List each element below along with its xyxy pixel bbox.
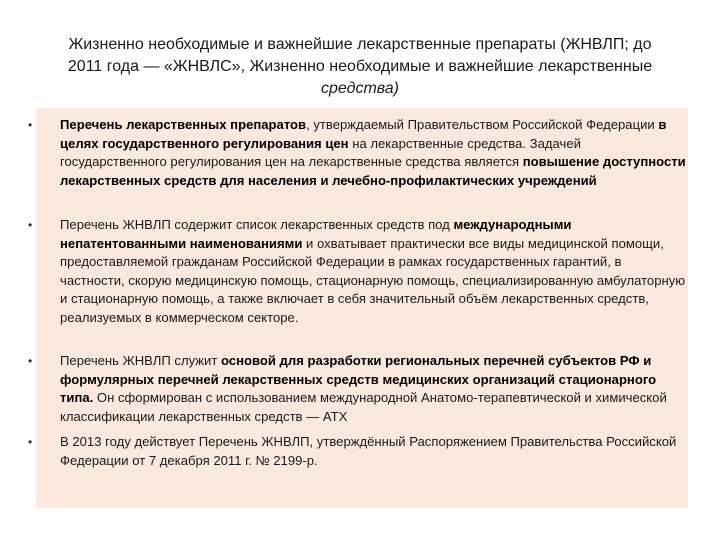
bullet-1-text-a: , утверждаемый Правительством Российской Федерации — [306, 117, 659, 132]
bullet-2-text-b: и охватывает практически все виды медицинской помощи, предоставляемой гражданам Российской Федерации в рамках государственных гарантий, в частности, скорую медицинскую помощь, стационарную помощь, специализированную амбулаторную и стационарную помощь, а также включает в себя значительный объём лекарственных средств, реализуемых в коммерческом секторе. — [60, 235, 686, 325]
bullet-1-text-b: на лекарственные средства. Задачей государственного регулирования цен на лекарственные средства является — [60, 135, 581, 170]
bullet-text-4 — [60, 433, 688, 470]
bullet-dot: • — [28, 118, 33, 132]
bullet-4-text-a: В 2013 году действует Перечень ЖНВЛП, утверждённый Распоряжением Правительства Российской Федерации от 7 декабря 2011 г. № 2199-р. — [60, 434, 677, 468]
content-panel — [28, 108, 688, 508]
bullet-text-3 — [60, 352, 688, 426]
bullet-text-2 — [60, 216, 688, 328]
bullet-1-bold-b: в целях государственного регулирования цен — [60, 117, 667, 151]
bullet-text-1 — [60, 116, 688, 190]
bullet-3-text-b: Он сформирован с использованием международной Анатомо-терапевтической и химической классификации лекарственных средств — АТХ — [60, 390, 667, 424]
bullet-1-bold-a: Перечень лекарственных препаратов — [60, 117, 307, 132]
title-line-3: средства) — [320, 80, 399, 97]
title-line-2: 2011 года — «ЖНВЛС», Жизненно необходимые и важнейшие лекарственные — [67, 58, 653, 75]
bullet-3-bold-a: основой для разработки региональных перечней субъектов РФ и формулярных перечней лекарственных средств медицинских организаций стационарного типа. — [60, 353, 657, 406]
bullet-1-bold-c: повышение доступности лекарственных средств для населения и лечебно-профилактических учреждений — [60, 154, 686, 188]
title-line-1: Жизненно необходимые и важнейшие лекарственные препараты (ЖНВЛП; до — [68, 36, 652, 53]
bullet-dot: • — [28, 354, 33, 368]
bullet-3-text-a: Перечень ЖНВЛП служит — [60, 353, 221, 368]
bullet-dot: • — [28, 435, 33, 449]
bullet-2-text-a: Перечень ЖНВЛП содержит список лекарственных средств под — [60, 217, 454, 232]
bullet-dot: • — [28, 218, 33, 232]
slide-title — [40, 34, 680, 100]
bullet-2-bold-a: международными непатентованными наименованиями — [60, 217, 572, 251]
